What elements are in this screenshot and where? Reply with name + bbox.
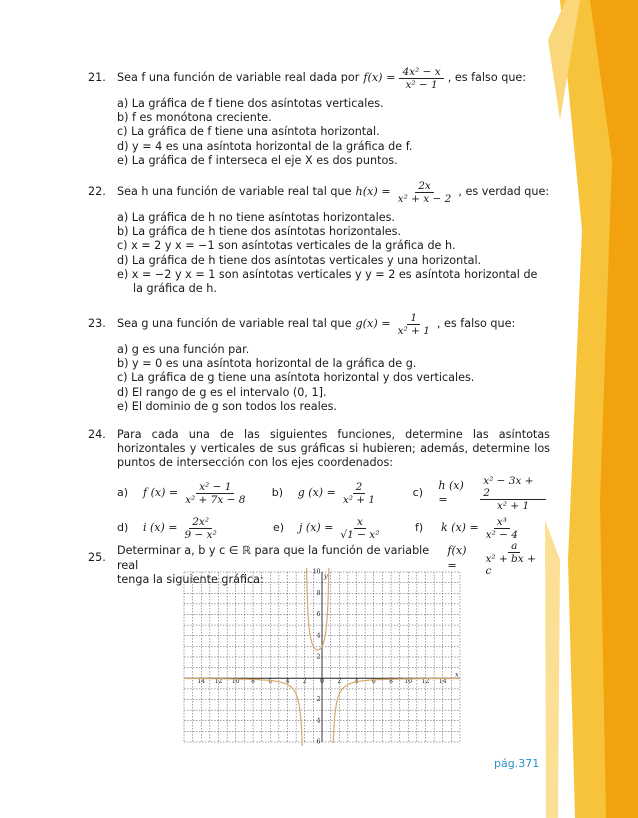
question-21 xyxy=(88,66,550,168)
fraction xyxy=(483,516,521,541)
function-item xyxy=(117,516,273,541)
numerator: x³ xyxy=(494,516,510,529)
option-item: b) f es monótona creciente. xyxy=(117,111,272,125)
option-item: e) El dominio de g son todos los reales. xyxy=(117,399,337,413)
question-number: 22. xyxy=(88,185,106,199)
function-name: g(x) = xyxy=(355,317,391,331)
function-item xyxy=(272,475,413,512)
option-item-continuation: la gráfica de h. xyxy=(133,282,217,296)
question-tail: , es verdad que: xyxy=(458,185,550,199)
x-tick-label: 4 xyxy=(354,677,359,685)
option-list xyxy=(117,343,550,414)
function-row xyxy=(117,516,550,541)
denominator: x² − 1 xyxy=(405,79,438,91)
question-text: Para cada una de las siguientes funciones, determine las asíntotas horizontales y verticales de sus gráficas si hubieren; además, determine los puntos de intersección con los ejes coordenados: xyxy=(117,428,550,470)
question-text: Determinar a, b y c ∈ ℝ para que la función de variable real xyxy=(117,544,430,572)
option-item: a) La gráfica de f tiene dos asíntotas verticales. xyxy=(117,97,384,110)
x-tick-label: 6 xyxy=(268,677,273,685)
question-number: 23. xyxy=(88,317,106,331)
numerator: x² − 3x + 2 xyxy=(480,475,546,500)
item-label: c) xyxy=(412,486,423,499)
y-axis-label: y xyxy=(324,572,328,580)
option-list xyxy=(117,211,550,296)
option-list xyxy=(117,97,550,168)
item-label: a) xyxy=(117,486,129,499)
function-graph xyxy=(180,568,464,746)
fraction xyxy=(182,481,248,506)
function-name: k (x) = xyxy=(441,521,479,534)
question-tail: , es falso que: xyxy=(436,317,516,331)
y-tick-label: 8 xyxy=(316,589,321,597)
function-item xyxy=(413,475,550,512)
denominator: √1 − x² xyxy=(340,528,380,541)
x-axis-label: x xyxy=(455,670,459,679)
option-item: a) La gráfica de h no tiene asíntotas horizontales. xyxy=(117,211,395,224)
question-number: 25. xyxy=(88,551,106,565)
numerator: a xyxy=(508,540,520,553)
numerator: 4x² − x xyxy=(399,66,443,79)
y-tick-label: 2 xyxy=(316,696,321,703)
y-tick-label: 6 xyxy=(316,738,321,746)
item-label: b) xyxy=(271,486,284,499)
y-tick-label: 4 xyxy=(316,632,321,640)
option-item: e) x = −2 y x = 1 son asíntotas verticales y y = 2 es asíntota horizontal de xyxy=(117,267,538,281)
denominator: x² + bx + c xyxy=(485,553,536,577)
item-label: d) xyxy=(117,521,129,534)
question-intro: Sea f una función de variable real dada por xyxy=(117,71,360,85)
option-item: d) El rango de g es el intervalo (0, 1]. xyxy=(117,385,327,399)
option-item: c) La gráfica de f tiene una asíntota horizontal. xyxy=(117,125,380,139)
function-curve xyxy=(184,679,302,746)
item-label: e) xyxy=(273,521,285,534)
denominator: x² − 4 xyxy=(485,528,518,541)
fraction xyxy=(399,66,443,91)
function-name: i (x) = xyxy=(143,521,178,534)
fraction xyxy=(480,475,546,512)
question-number: 21. xyxy=(88,71,106,85)
x-tick-label: 4 xyxy=(285,677,290,685)
question-22 xyxy=(88,180,550,296)
question-intro: Sea h una función de variable real tal que xyxy=(117,185,352,199)
function-item xyxy=(415,516,525,541)
option-item: a) g es una función par. xyxy=(117,343,250,356)
function-item xyxy=(117,475,272,512)
function-name: f(x) = xyxy=(363,71,396,85)
question-23 xyxy=(88,312,550,414)
y-tick-label: 10 xyxy=(312,568,321,576)
x-tick-label: 12 xyxy=(421,677,430,685)
fraction xyxy=(482,540,546,577)
option-item: e) La gráfica de f interseca el eje X es dos puntos. xyxy=(117,153,398,167)
function-name: j (x) = xyxy=(299,521,334,534)
x-tick-label: 14 xyxy=(197,677,206,685)
function-curve xyxy=(333,678,460,742)
function-item xyxy=(273,516,415,541)
question-intro: Sea g una función de variable real tal que xyxy=(117,317,352,331)
numerator: 2x xyxy=(415,180,434,193)
x-tick-label: 0 xyxy=(320,677,324,685)
x-tick-label: 8 xyxy=(251,677,255,685)
x-tick-label: 6 xyxy=(371,677,376,685)
fraction xyxy=(395,312,433,337)
function-name: f (x) = xyxy=(143,486,179,499)
denominator: x² + 1 xyxy=(496,499,530,512)
page-number: pág.371 xyxy=(494,757,540,770)
option-item: d) La gráfica de h tiene dos asíntotas verticales y una horizontal. xyxy=(117,253,482,267)
y-tick-label: 2 xyxy=(316,653,321,661)
function-name: g (x) = xyxy=(297,486,336,499)
function-row xyxy=(117,475,550,512)
fraction xyxy=(337,516,382,541)
y-tick-label: 4 xyxy=(316,717,321,725)
denominator: x² + 1 xyxy=(397,325,430,337)
numerator: x² − 1 xyxy=(196,481,234,494)
question-24 xyxy=(88,428,550,541)
option-item: b) La gráfica de h tiene dos asíntotas horizontales. xyxy=(117,225,402,239)
function-name: f(x) = xyxy=(447,544,467,572)
x-tick-label: 10 xyxy=(404,677,413,685)
item-label: f) xyxy=(415,521,424,534)
option-item: d) y = 4 es una asíntota horizontal de la gráfica de f. xyxy=(117,139,413,153)
numerator: 2x² xyxy=(189,516,212,529)
denominator: x² + x − 2 xyxy=(397,193,452,205)
function-name: h (x) = xyxy=(438,478,464,507)
denominator: x² + 7x − 8 xyxy=(185,493,246,506)
fraction xyxy=(340,481,378,506)
option-item: c) x = 2 y x = −1 son asíntotas verticales de la gráfica de h. xyxy=(117,239,456,253)
x-tick-label: 14 xyxy=(438,677,447,685)
x-tick-label: 12 xyxy=(214,677,223,685)
question-number: 24. xyxy=(88,428,106,441)
option-item: c) La gráfica de g tiene una asíntota horizontal y dos verticales. xyxy=(117,371,475,385)
fraction xyxy=(182,516,220,541)
denominator: 9 − x² xyxy=(184,528,217,541)
numerator: x xyxy=(354,516,366,529)
x-tick-label: 2 xyxy=(302,677,307,685)
denominator: x² + 1 xyxy=(342,493,376,506)
question-text-2: tenga la siguiente gráfica: xyxy=(117,573,264,586)
x-tick-label: 2 xyxy=(337,677,342,685)
function-name: h(x) = xyxy=(355,185,391,199)
numerator: 2 xyxy=(353,481,366,494)
numerator: 1 xyxy=(407,312,420,325)
question-tail: , es falso que: xyxy=(447,71,527,85)
y-tick-label: 6 xyxy=(316,611,321,618)
fraction xyxy=(395,180,455,205)
x-tick-label: 8 xyxy=(389,677,393,685)
x-tick-label: 10 xyxy=(231,677,240,685)
option-item: b) y = 0 es una asíntota horizontal de la gráfica de g. xyxy=(117,357,417,371)
